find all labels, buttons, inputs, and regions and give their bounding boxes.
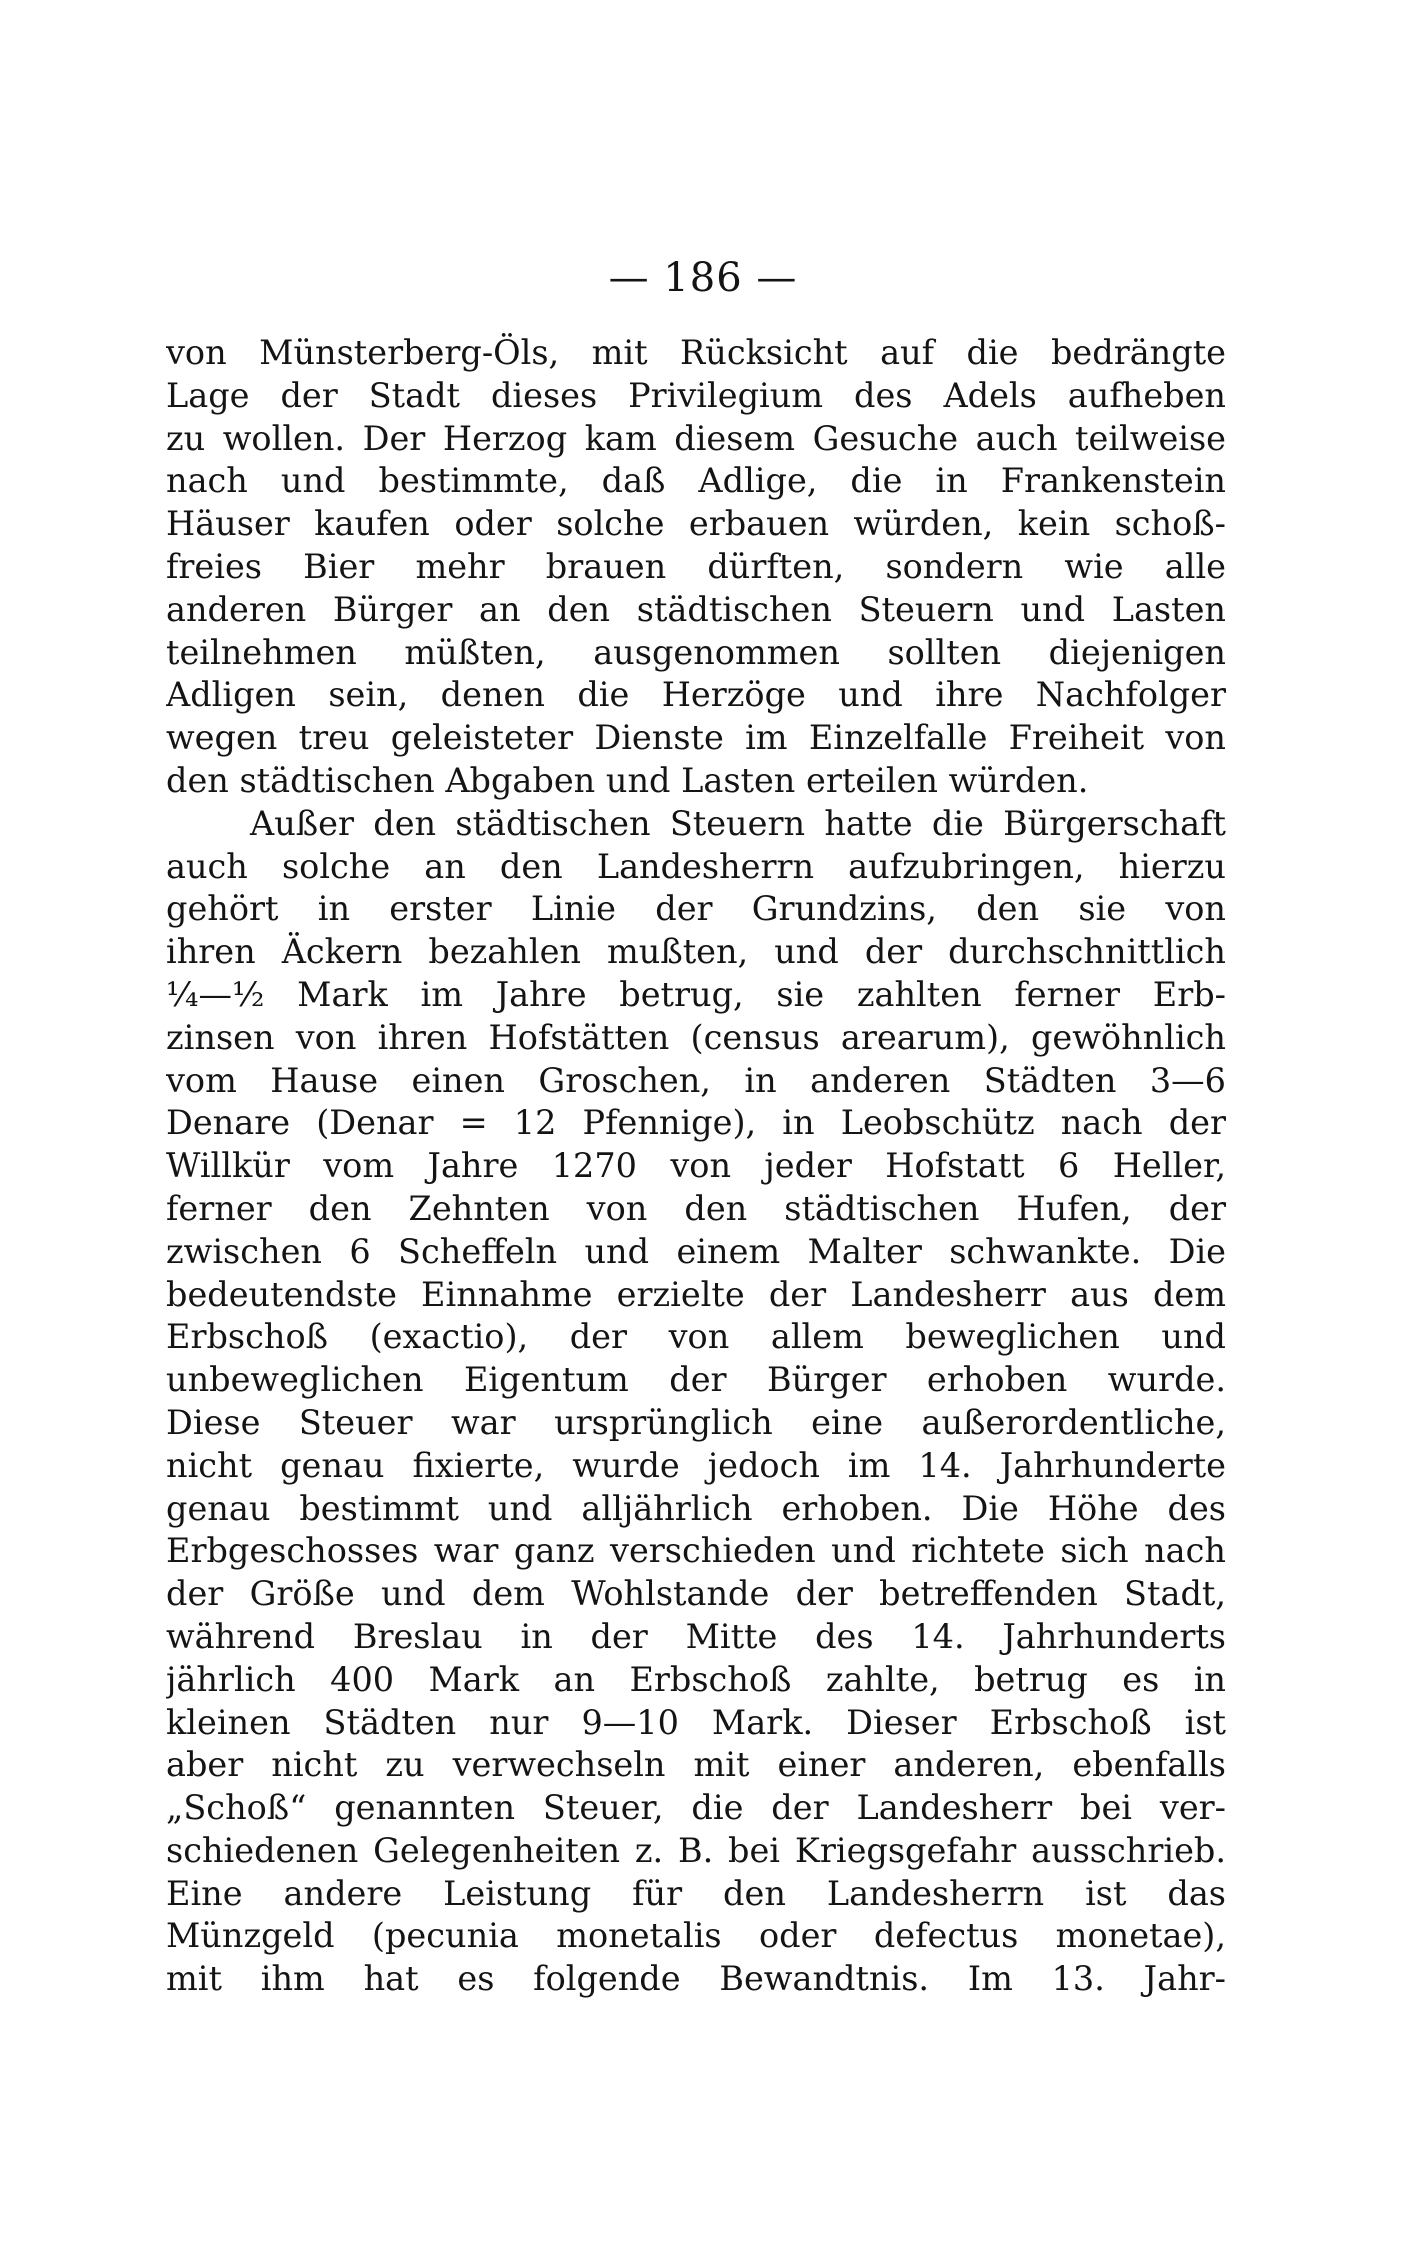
page-number: — 186 — (608, 255, 798, 301)
body-text (166, 332, 1226, 2001)
text-line: Häuser kaufen oder solche erbauen würden, kein schoß- (166, 504, 1226, 544)
text-line: bedeutendste Einnahme erzielte der Landesherr aus dem (166, 1274, 1226, 1314)
text-line: genau bestimmt und alljährlich erhoben. Die Höhe des (166, 1488, 1226, 1528)
text-line: wegen treu geleisteter Dienste im Einzelfalle Freiheit von (166, 718, 1226, 758)
text-line: ferner den Zehnten von den städtischen Hufen, der (166, 1188, 1226, 1228)
text-line: „Schoß“ genannten Steuer, die der Landesherr bei ver- (166, 1788, 1226, 1828)
text-line: gehört in erster Linie der Grundzins, den sie von (166, 889, 1226, 929)
text-line: aber nicht zu verwechseln mit einer anderen, ebenfalls (166, 1745, 1226, 1785)
text-line: zwischen 6 Scheffeln und einem Malter schwankte. Die (166, 1231, 1226, 1271)
text-line: den städtischen Abgaben und Lasten erteilen würden. (166, 760, 1089, 800)
text-line: Münzgeld (pecunia monetalis oder defectus monetae), (166, 1916, 1226, 1956)
text-line: Denare (Denar = 12 Pfennige), in Leobschütz nach der (166, 1103, 1226, 1143)
text-line: kleinen Städten nur 9—10 Mark. Dieser Erbschoß ist (166, 1702, 1226, 1742)
text-line: teilnehmen müßten, ausgenommen sollten diejenigen (166, 632, 1226, 672)
text-line: nach und bestimmte, daß Adlige, die in Frankenstein (166, 461, 1226, 501)
text-line: ¼—½ Mark im Jahre betrug, sie zahlten ferner Erb- (166, 974, 1226, 1014)
text-line: mit ihm hat es folgende Bewandtnis. Im 13. Jahr- (166, 1959, 1226, 1999)
text-line: Erbschoß (exactio), der von allem beweglichen und (166, 1317, 1226, 1357)
text-line: Willkür vom Jahre 1270 von jeder Hofstatt 6 Heller, (166, 1146, 1226, 1186)
text-line: freies Bier mehr brauen dürften, sondern wie alle (166, 546, 1226, 586)
text-line: anderen Bürger an den städtischen Steuern und Lasten (166, 589, 1226, 629)
text-line: vom Hause einen Groschen, in anderen Städten 3—6 (166, 1060, 1226, 1100)
text-line: schiedenen Gelegenheiten z. B. bei Kriegsgefahr ausschrieb. (166, 1830, 1226, 1870)
text-line: jährlich 400 Mark an Erbschoß zahlte, betrug es in (166, 1659, 1226, 1699)
text-line: während Breslau in der Mitte des 14. Jahrhunderts (166, 1616, 1226, 1656)
text-line: der Größe und dem Wohlstande der betreffenden Stadt, (166, 1574, 1226, 1614)
text-line: Diese Steuer war ursprünglich eine außerordentliche, (166, 1402, 1226, 1442)
text-line: zinsen von ihren Hofstätten (census arearum), gewöhnlich (166, 1017, 1226, 1057)
text-line: nicht genau fixierte, wurde jedoch im 14. Jahrhunderte (166, 1445, 1226, 1485)
text-line: auch solche an den Landesherrn aufzubringen, hierzu (166, 846, 1226, 886)
text-line: Erbgeschosses war ganz verschieden und richtete sich nach (166, 1531, 1226, 1571)
text-line: zu wollen. Der Herzog kam diesem Gesuche auch teilweise (166, 418, 1226, 458)
text-line: von Münsterberg-Öls, mit Rücksicht auf die bedrängte (166, 333, 1226, 372)
text-line: ihren Äckern bezahlen mußten, und der durchschnittlich (166, 932, 1226, 972)
text-line: Außer den städtischen Steuern hatte die Bürgerschaft (250, 803, 1226, 843)
text-line: Eine andere Leistung für den Landesherrn ist das (166, 1873, 1226, 1913)
text-line: unbeweglichen Eigentum der Bürger erhoben wurde. (166, 1360, 1226, 1400)
text-line: Lage der Stadt dieses Privilegium des Adels aufheben (166, 375, 1226, 415)
text-line: Adligen sein, denen die Herzöge und ihre Nachfolger (166, 675, 1226, 715)
